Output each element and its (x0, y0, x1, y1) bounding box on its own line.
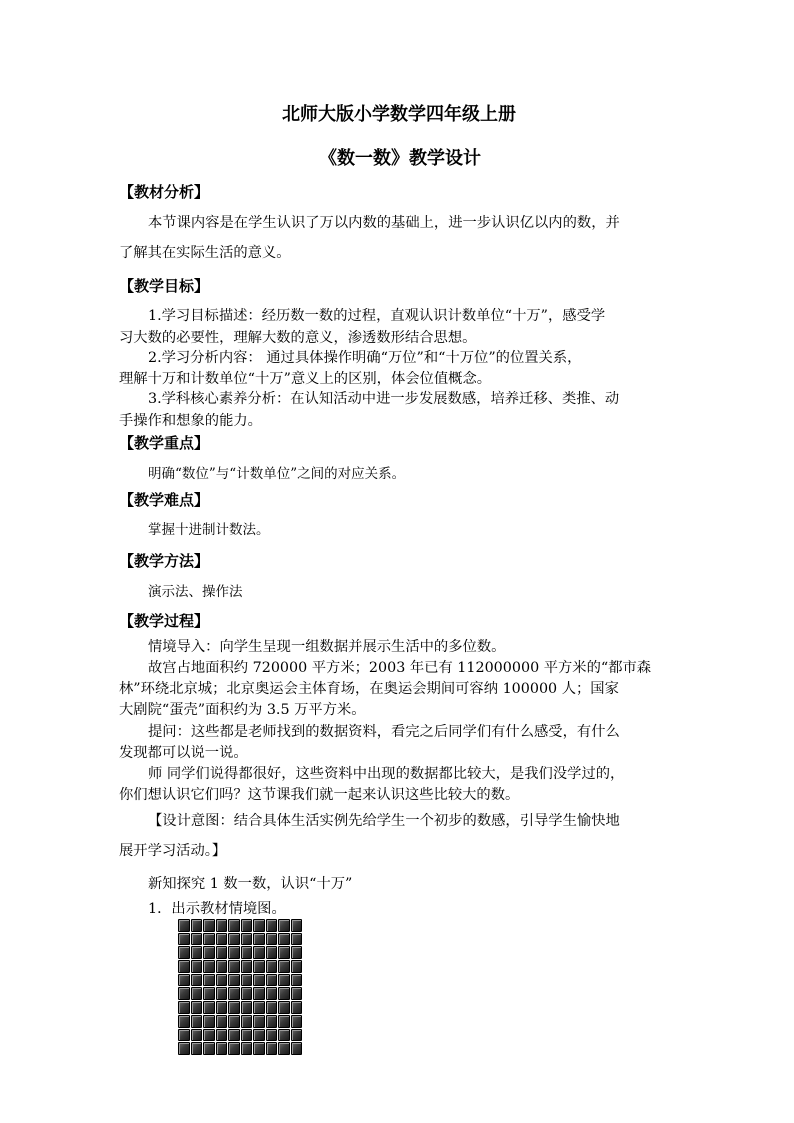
cube-block (191, 1029, 203, 1042)
goal-line: 1.学习目标描述：经历数一数的过程，直观认识计数单位“十万”，感受学 (148, 308, 606, 324)
goal-line: 理解十万和计数单位“十万”意义上的区别，体会位值概念。 (119, 371, 492, 387)
cube-block (241, 960, 253, 973)
design-intent-line: 展开学习活动。】 (119, 843, 227, 859)
cube-block (278, 960, 290, 973)
cube-block (241, 987, 253, 1000)
step-line: 1．出示教材情境图。 (148, 901, 286, 917)
goal-line: 手操作和想象的能力。 (119, 413, 262, 429)
cube-block (278, 987, 290, 1000)
doc-title-line2: 《数一数》教学设计 (319, 148, 481, 169)
cube-block (253, 933, 265, 946)
cube-block (203, 919, 215, 932)
section-heading-analysis: 【教材分析】 (119, 183, 210, 201)
cube-block (191, 987, 203, 1000)
cube-block (178, 974, 190, 987)
cube-block (178, 919, 190, 932)
cube-block (178, 1015, 190, 1028)
cube-block (216, 987, 228, 1000)
cube-block (191, 960, 203, 973)
cube-block (291, 1001, 303, 1014)
cube-block (278, 1029, 290, 1042)
cube-block (203, 974, 215, 987)
cube-block (203, 987, 215, 1000)
cube-block (191, 933, 203, 946)
cube-block (266, 1042, 278, 1055)
cube-block (253, 974, 265, 987)
cube-block (253, 987, 265, 1000)
cube-block (278, 919, 290, 932)
cube-block (203, 946, 215, 959)
new-knowledge-line: 新知探究 1 数一数，认识“十万” (148, 876, 353, 892)
cube-block (228, 946, 240, 959)
cube-block (178, 987, 190, 1000)
process-line: 林”环绕北京城；北京奥运会主体育场，在奥运会期间可容纳 100000 人；国家 (119, 681, 619, 697)
process-line: 情境导入：向学生呈现一组数据并展示生活中的多位数。 (148, 639, 506, 655)
cube-block (241, 1015, 253, 1028)
section-heading-process: 【教学过程】 (119, 612, 210, 630)
cube-block (266, 1001, 278, 1014)
cube-block (203, 1015, 215, 1028)
cube-block (253, 1029, 265, 1042)
cube-block (253, 919, 265, 932)
section-heading-goals: 【教学目标】 (119, 277, 210, 295)
cube-block (228, 1029, 240, 1042)
cube-block (241, 1029, 253, 1042)
process-line: 大剧院“蛋壳”面积约为 3.5 万平方米。 (119, 702, 366, 718)
process-line: 你们想认识它们吗？这节课我们就一起来认识这些比较大的数。 (119, 787, 520, 803)
process-line: 发现都可以说一说。 (119, 745, 248, 761)
cube-block (278, 1001, 290, 1014)
cube-block (203, 1042, 215, 1055)
cube-block (228, 974, 240, 987)
cube-block (203, 1001, 215, 1014)
cube-block (241, 919, 253, 932)
cube-block (266, 960, 278, 973)
cube-grid-figure (178, 919, 302, 1055)
cube-block (178, 960, 190, 973)
doc-title-line1: 北师大版小学数学四年级上册 (282, 104, 516, 125)
cube-block (228, 1015, 240, 1028)
cube-block (216, 1001, 228, 1014)
cube-block (216, 1029, 228, 1042)
cube-block (266, 987, 278, 1000)
cube-block (191, 1015, 203, 1028)
cube-block (228, 933, 240, 946)
cube-block (216, 1042, 228, 1055)
section-heading-difficulty: 【教学难点】 (119, 491, 210, 509)
cube-block (241, 946, 253, 959)
cube-block (191, 1042, 203, 1055)
cube-block (191, 974, 203, 987)
cube-block (266, 1015, 278, 1028)
cube-block (291, 933, 303, 946)
cube-block (291, 974, 303, 987)
analysis-text: 本节课内容是在学生认识了万以内数的基础上，进一步认识亿以内的数，并 (148, 215, 620, 231)
cube-block (253, 1015, 265, 1028)
cube-block (266, 919, 278, 932)
cube-block (291, 946, 303, 959)
cube-block (278, 1015, 290, 1028)
cube-block (203, 1029, 215, 1042)
method-text: 演示法、操作法 (148, 584, 243, 600)
cube-block (203, 960, 215, 973)
design-intent-line: 【设计意图：结合具体生活实例先给学生一个初步的数感，引导学生愉快地 (148, 813, 620, 829)
cube-block (216, 960, 228, 973)
cube-block (266, 974, 278, 987)
cube-block (178, 946, 190, 959)
cube-block (266, 1029, 278, 1042)
cube-block (191, 1001, 203, 1014)
section-heading-key: 【教学重点】 (119, 434, 210, 452)
process-line: 提问：这些都是老师找到的数据资料，看完之后同学们有什么感受，有什么 (148, 724, 620, 740)
goal-line: 3.学科核心素养分析：在认知活动中进一步发展数感，培养迁移、类推、动 (148, 391, 620, 407)
cube-block (253, 960, 265, 973)
cube-block (216, 946, 228, 959)
cube-block (178, 1029, 190, 1042)
difficulty-text: 掌握十进制计数法。 (148, 522, 270, 538)
cube-block (216, 919, 228, 932)
cube-block (291, 987, 303, 1000)
process-line: 师 同学们说得都很好，这些资料中出现的数据都比较大，是我们没学过的， (148, 766, 625, 782)
goal-line: 习大数的必要性，理解大数的意义，渗透数形结合思想。 (119, 330, 477, 346)
cube-block (178, 1001, 190, 1014)
cube-block (216, 933, 228, 946)
process-line: 故宫占地面积约 720000 平方米；2003 年已有 112000000 平方米的“都市森 (148, 660, 652, 676)
cube-block (191, 946, 203, 959)
cube-block (278, 946, 290, 959)
cube-block (291, 960, 303, 973)
key-text: 明确“数位”与“计数单位”之间的对应关系。 (148, 466, 406, 482)
cube-block (241, 1042, 253, 1055)
cube-block (291, 919, 303, 932)
cube-block (203, 933, 215, 946)
cube-block (191, 919, 203, 932)
cube-block (253, 1001, 265, 1014)
cube-block (291, 1015, 303, 1028)
cube-block (228, 919, 240, 932)
cube-block (278, 1042, 290, 1055)
cube-block (228, 1042, 240, 1055)
cube-block (253, 946, 265, 959)
goal-line: 2.学习分析内容： 通过具体操作明确“万位”和“十万位”的位置关系， (148, 350, 582, 366)
cube-block (178, 1042, 190, 1055)
cube-block (228, 987, 240, 1000)
cube-block (266, 933, 278, 946)
cube-block (241, 974, 253, 987)
cube-block (253, 1042, 265, 1055)
section-heading-method: 【教学方法】 (119, 552, 210, 570)
cube-block (178, 933, 190, 946)
cube-block (278, 974, 290, 987)
cube-block (228, 1001, 240, 1014)
cube-block (241, 933, 253, 946)
cube-block (216, 1015, 228, 1028)
cube-block (266, 946, 278, 959)
cube-block (278, 933, 290, 946)
cube-block (216, 974, 228, 987)
analysis-text: 了解其在实际生活的意义。 (119, 245, 291, 261)
cube-block (228, 960, 240, 973)
cube-block (241, 1001, 253, 1014)
cube-block (291, 1042, 303, 1055)
cube-block (291, 1029, 303, 1042)
